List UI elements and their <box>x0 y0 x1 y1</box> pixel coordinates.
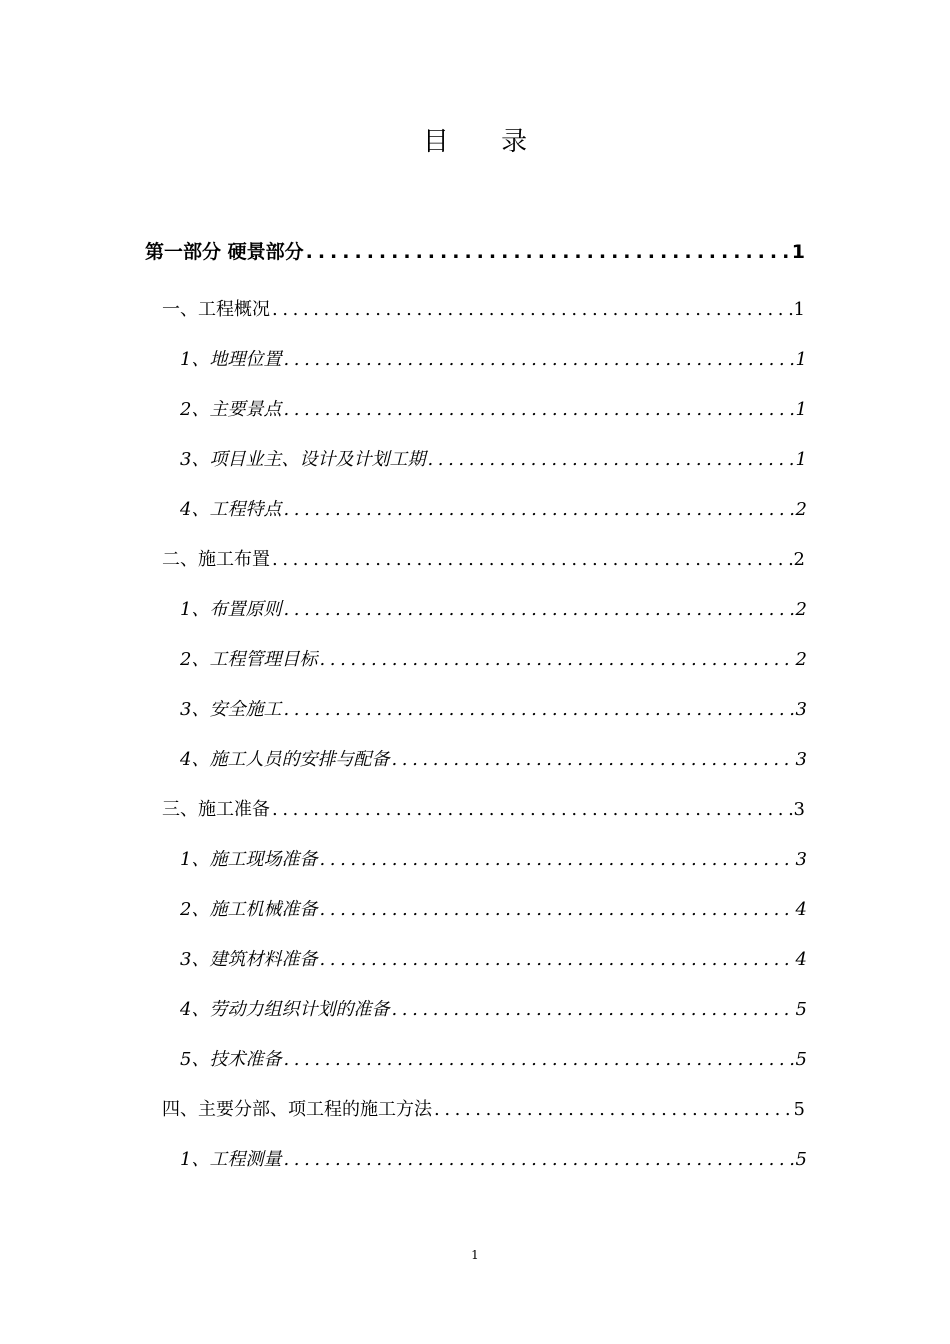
toc-entry-section-4[interactable] <box>162 1092 805 1128</box>
toc-leader-dots <box>317 942 795 978</box>
toc-leader-dots <box>281 592 795 628</box>
toc-entry-3-3[interactable] <box>180 942 807 978</box>
toc-page-number: 5 <box>795 999 807 1020</box>
toc-entry-label: 4、劳动力组织计划的准备 <box>180 999 390 1020</box>
toc-leader-dots <box>425 442 795 478</box>
toc-entry-label: 三、施工准备 <box>162 799 270 820</box>
toc-entry-label: 4、施工人员的安排与配备 <box>180 749 390 770</box>
toc-entry-1-2[interactable] <box>180 392 807 428</box>
toc-page-number: 3 <box>795 699 807 720</box>
toc-entry-3-4[interactable] <box>180 992 807 1028</box>
toc-entry-1-4[interactable] <box>180 492 807 528</box>
toc-section-number: 一、 <box>162 299 198 320</box>
toc-entry-section-1[interactable] <box>162 292 805 328</box>
toc-page-number: 4 <box>795 949 807 970</box>
toc-entry-label: 4、工程特点 <box>180 499 282 520</box>
toc-entry-label: 2、主要景点 <box>180 399 282 420</box>
toc-entry-label: 2、工程管理目标 <box>180 649 318 670</box>
toc-entry-3-2[interactable] <box>180 892 807 928</box>
toc-leader-dots <box>270 542 793 578</box>
toc-page-number: 2 <box>795 649 807 670</box>
toc-page-number: 2 <box>795 499 807 520</box>
toc-entry-label: 1、施工现场准备 <box>180 849 318 870</box>
toc-leader-dots <box>317 842 795 878</box>
toc-entry-1-3[interactable] <box>180 442 807 478</box>
toc-entry-section-2[interactable] <box>162 542 805 578</box>
toc-page-number: 3 <box>795 749 807 770</box>
toc-entry-2-3[interactable] <box>180 692 807 728</box>
toc-leader-dots <box>317 642 795 678</box>
footer-page-number: 1 <box>471 1248 479 1262</box>
toc-entry-1-1[interactable] <box>180 342 807 378</box>
toc-page-number: 1 <box>795 349 807 370</box>
toc-entry-label: 四、主要分部、项工程的施工方法 <box>162 1099 432 1120</box>
toc-entry-label: 1、布置原则 <box>180 599 282 620</box>
toc-entry-label: 3、项目业主、设计及计划工期 <box>180 449 426 470</box>
toc-entry-label: 3、安全施工 <box>180 699 282 720</box>
toc-leader-dots <box>281 692 795 728</box>
toc-page-number: 5 <box>793 1099 805 1120</box>
toc-entry-2-4[interactable] <box>180 742 807 778</box>
toc-leader-dots <box>270 792 793 828</box>
toc-entry-label: 2、施工机械准备 <box>180 899 318 920</box>
toc-leader-dots <box>281 342 795 378</box>
toc-page-number: 4 <box>795 899 807 920</box>
toc-leader-dots <box>389 742 795 778</box>
toc-entry-label: 1、地理位置 <box>180 349 282 370</box>
toc-leader-dots <box>281 392 795 428</box>
toc-page-number: 2 <box>795 599 807 620</box>
toc-entry-label: 第一部分 硬景部分 <box>145 241 304 263</box>
toc-page-number: 1 <box>791 241 805 263</box>
toc-page-number: 1 <box>795 449 807 470</box>
toc-page-number: 5 <box>795 1049 807 1070</box>
toc-leader-dots <box>281 1042 795 1078</box>
toc-section-number: 二、 <box>162 549 198 570</box>
toc-leader-dots <box>281 492 795 528</box>
toc-entry-2-2[interactable] <box>180 642 807 678</box>
toc-page-number: 1 <box>795 399 807 420</box>
toc-page-number: 3 <box>795 849 807 870</box>
toc-page-number: 2 <box>793 549 805 570</box>
toc-page-number: 3 <box>793 799 805 820</box>
toc-entry-part1[interactable] <box>145 234 805 270</box>
toc-entry-label: 5、技术准备 <box>180 1049 282 1070</box>
toc-leader-dots <box>281 1142 795 1178</box>
toc-leader-dots <box>432 1092 793 1128</box>
toc-entry-label: 1、工程测量 <box>180 1149 282 1170</box>
toc-entry-label: 施工布置 <box>198 549 270 570</box>
toc-entry-3-1[interactable] <box>180 842 807 878</box>
toc-leader-dots <box>317 892 795 928</box>
toc-entry-4-1[interactable] <box>180 1142 807 1178</box>
toc-entry-label: 3、建筑材料准备 <box>180 949 318 970</box>
toc-page-number: 5 <box>795 1149 807 1170</box>
toc-page-number: 1 <box>793 299 805 320</box>
toc-entry-label: 工程概况 <box>198 299 270 320</box>
page-title: 目 录 <box>422 127 550 157</box>
toc-leader-dots <box>270 292 793 328</box>
toc-entry-section-3[interactable] <box>162 792 805 828</box>
toc-leader-dots <box>304 234 792 270</box>
toc-entry-3-5[interactable] <box>180 1042 807 1078</box>
toc-leader-dots <box>389 992 795 1028</box>
toc-entry-2-1[interactable] <box>180 592 807 628</box>
